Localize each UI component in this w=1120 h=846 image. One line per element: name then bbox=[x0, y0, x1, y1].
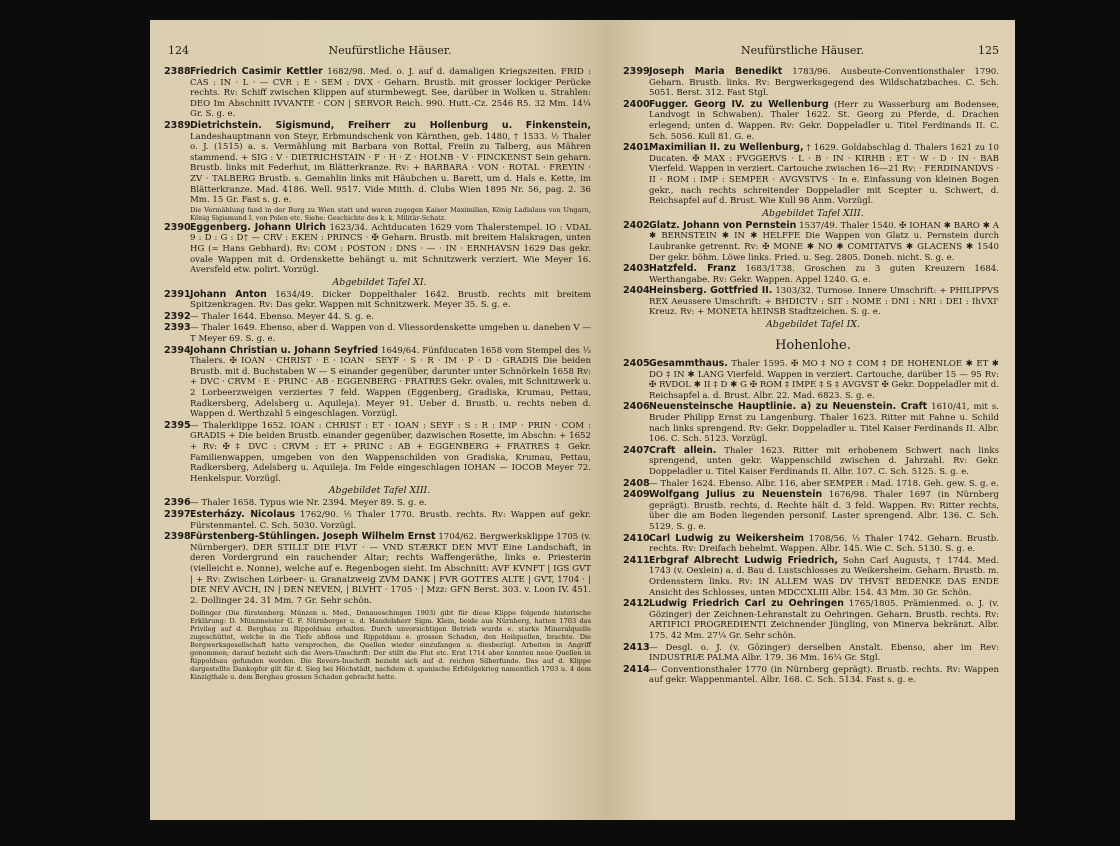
right-page bbox=[605, 20, 1015, 820]
ruler-name: Hatzfeld. Franz bbox=[649, 263, 736, 275]
historical-note: Dollinger (Die fürstenberg. Münzen u. Med., Donaueschingen 1903) gibt für diese Klippe folgende historische Erklärung: D. Münzmeister G. F. Nürnberger u. d. Handelsherr Sigm. Klein, beide aus Nürnberg, hatten 1703 das Privileg auf d. Berghau zu Rippoldsau erhalten. Durch unvorsichtigen Betrieb wurde e. starke Mineralquelle zugeschüttet, welche in die Tiefe abfloss und Rippoldsau e. grossen Schaden, den Heilquellen, brachte. Die Bergwerksgesellschaft hatte versprochen, die Quellen wieder einzufangen u. diesbezügl. Arbeiten in Angriff genommen; darauf bezieht sich die Avers-Umschrift: Der stillt die Flut etc. Erst 1714 aber konnten neue Quellen in Rippoldsau gefunden werden. Die Revers-Inschrift bezieht sich auf d. reichen Silberfunde. Das auf d. Klippe dargestellte Dankopfer gilt für d. Sieg bei Höchstädt, nachdem d. spanische Erbfolgekrieg namentlich 1703 u. 4 dem Kinzigthale u. dem Berghau grossen Schaden gebracht hatte. bbox=[190, 609, 591, 682]
plate-reference: Abgebildet Tafel XIII. bbox=[328, 485, 431, 497]
ruler-name: Glatz. Johann von Pernstein bbox=[649, 219, 797, 231]
catalog-entry bbox=[623, 598, 999, 641]
ruler-name: Neuensteinsche Hauptlinie. a) zu Neuenstein. Craft bbox=[649, 401, 928, 413]
entry-description: — Thaler 1649. Ebenso, aber d. Wappen von d. Vliessordenskette umgeben u. daneben V — T Meyer 69. S. g. e. bbox=[190, 323, 591, 345]
entry-description: — Thaler 1644. Ebenso. Meyer 44. S. g. e. bbox=[190, 311, 374, 322]
ruler-name: Fugger. Georg IV. zu Wellenburg bbox=[649, 98, 829, 110]
lot-number: 2391 bbox=[164, 288, 191, 300]
entry-description: 1634/49. Dicker Doppelthaler 1642. Brustb. rechts mit breitem Spitzenkragen. Rv: Das gekr. Wappen mit Schnitzwerk. Meyer 35. S. g. e. bbox=[190, 289, 591, 311]
lot-number: 2409 bbox=[623, 489, 650, 501]
catalog-entry bbox=[623, 142, 999, 207]
entry-description: † 1629. Goldabschlag d. Thalers 1621 zu 10 Ducaten. ✠ MAX : FVGGERVS · L · B · IN · KIRHB : ET · W · D · IN · BAB Vierfeld. Wappen in verziert. Cartouche zwischen 16—21 Rv: · FERDINANDVS · II · ROM : IMP : SEMPER · AVGVSTVS · In e. Einfassung von kleinen Bogen gekr., nach rechts schreitender Doppeladler mit Scepter u. Schwert, d. Reichsapfel auf d. Brust. Wie Kull 98 Anm. Vorzügl. bbox=[649, 143, 999, 207]
entry-description: Landeshauptmann von Steyr, Erbmundschenk von Kärnthen, geb. 1480, † 1533. ½ Thaler o. J. (1515) a. s. Vermählung mit Barbara von Rottal, Freiin zu Talberg, aus Mähren stammend. + SIG : V · DIETRICHSTAIN · F · H · Z · HOLNB · V · FINCKENST Sein geharn. Brustb. links mit Federhut, im Blätterkranze. Rv: + BARBARA · VON · ROTAL · FREYIN · ZV · TALBERG Brustb. s. Gemahlin links mit Häubchen u. Barett, um d. Hals e. Kette, im Blätterkranze. Mad. 4186. Well. 9517. Vide Mitth. d. Clubs Wien 1895 Nr. 56, pag. 2. 36 Mm. 15 Gr. Fast s. g. e. bbox=[190, 131, 591, 206]
catalog-entries bbox=[623, 66, 1000, 686]
ruler-name: Esterházy. Nicolaus bbox=[190, 508, 296, 520]
entry-description: 1682/98. Med. o. J. auf d. damaligen Kriegszeiten. FRID : CAS : IN · L · — CVR : E · SEM : DVX · Geharn. Brustb. mit grosser lockiger Perücke rechts. Rv: Schiff zwischen Klippen auf sturmbewegt. See, darüber in Wolken u. Strahlen: DEO Im Abschnitt IVVANTE · CON | SERVOR Reich. 990. Hutt.-Cz. 2546 R5. 32 Mm. 14¼ Gr. S. g. e. bbox=[190, 67, 591, 120]
lot-number: 2410 bbox=[623, 532, 650, 544]
ruler-name: Wolfgang Julius zu Neuenstein bbox=[649, 489, 823, 501]
lot-number: 2413 bbox=[623, 641, 650, 653]
catalog-entry bbox=[164, 344, 591, 420]
catalog-entry bbox=[164, 497, 591, 509]
catalog-entry bbox=[623, 554, 999, 598]
lot-number: 2406 bbox=[623, 401, 650, 413]
lot-number: 2403 bbox=[623, 263, 650, 275]
lot-number: 2402 bbox=[623, 219, 650, 231]
catalog-entry bbox=[623, 66, 1000, 99]
catalog-entry bbox=[623, 641, 999, 664]
lot-number: 2401 bbox=[623, 142, 650, 154]
catalog-entry bbox=[623, 263, 999, 285]
entry-description: — Desgl. o. J. (v. Gözinger) derselben Anstalt. Ebenso, aber im Rev: INDUSTRIÆ PALMA Albr. 179. 36 Mm. 16¼ Gr. Stgl. bbox=[649, 642, 999, 664]
lot-number: 2399 bbox=[623, 66, 650, 77]
entry-description: 1683/1738. Groschen zu 3 guten Kreuzern 1684. Werthangabe. Rv: Gekr. Wappen. Appel 1240. G. e. bbox=[649, 264, 999, 285]
lot-number: 2390 bbox=[164, 221, 191, 233]
entry-description: — Conventionsthaler 1770 (in Nürnberg geprägt). Brustb. rechts. Rv: Wappen auf gekr. Wappenmantel. Albr. 168. C. Sch. 5134. Fast s. g. e. bbox=[649, 664, 999, 686]
entry-description: 1303/32. Turnose. Innere Umschrift: + PHILIPPVS REX Aeussere Umschrift: + BHDICTV : SIT : NOME : DNI : NRI : DEI : IhVXI' Kreuz. Rv: + MONETA hEINSB Stadtzeichen. S. g. e. bbox=[649, 286, 999, 318]
plate-reference: Abgebildet Tafel XI. bbox=[332, 276, 427, 288]
entry-description: Thaler 1595. ✠ MO ‡ NO ‡ COM ‡ DE HOHENLOE ✱ ET ✱ DO ‡ IN ✱ LANG Vierfeld. Wappen in verziert. Cartouche, darüber 15 — 95 Rv: ✠ RVDOL ✱ II ‡ D ✱ G ✠ ROM ‡ IMPE ‡ S ‡ AVGVST ✠ Gekr. Doppeladler mit d. Reichsapfel a. d. Brust. Albr. 22. Mad. 6823. S. g. e. bbox=[649, 359, 999, 401]
catalog-entry bbox=[623, 285, 999, 318]
catalog-entries bbox=[164, 66, 592, 606]
entry-description: 1649/64. Fünfducaten 1658 vom Stempel des ⅓ Thalers. ✠ IOAN · CHRIST · E · IOAN · SEYF · S · R · IM · P · D · GRADIS Die beiden Brustb. mit d. Buchstaben W — S einander gegenüber, darunter unter Schnörkeln 1658 Rv: + DVC · CRVM · E · PRINC · AB · EGGENBERG · FRATRES Gekr. ovales, mit Schnitzwerk u. 2 Lorbeerzweigen verziertes 7 feld. Wappen (Eggenberg, Gradiska, Krumau, Pettau, Radkersberg, Adelsberg u. Aquileja). Meyer 91. Ueber d. Brustb. u. rechts neben d. Wappen d. Werthzahl 5 eingeschlagen. Vorzügl. bbox=[190, 345, 591, 420]
ruler-name: Johann Anton bbox=[190, 288, 267, 300]
right-page-header bbox=[627, 44, 999, 57]
entry-description: 1765/1805. Prämienmed. o. J. (v. Gözinger) der Zeichnen-Lehranstalt zu Oehringen. Geharn. Brustb. rechts. Rv: ARTIFICI PROGREDIENTI Zeichnender Jüngling, von Minerva bekränzt. Albr. 175. 42 Mm. 27¼ Gr. Sehr schön. bbox=[649, 599, 999, 641]
entry-description: 1676/98. Thaler 1697 (in Nürnberg geprägt). Brustb. rechts, d. Rechte hält d. 3 feld. Wappen. Rv: Ritter rechts, über die am Boden liegenden personif. Laster sprengend. Albr. 136. C. Sch. 5129. S. g. e. bbox=[649, 490, 999, 532]
entry-description: 1610/41, mit s. Bruder Philipp Ernst zu Langenburg. Thaler 1623. Ritter mit Fahne u. Schild nach links sprengend. Rv: Gekr. Doppeladler u. Titel Kaiser Ferdinands II. Albr. 106. C. Sch. 5123. Vorzügl. bbox=[649, 402, 999, 445]
lot-number: 2400 bbox=[623, 98, 650, 110]
plate-reference: Abgebildet Tafel IX. bbox=[765, 319, 861, 331]
entry-description: 1783/96. Ausbeute-Conventionsthaler 1790. Geharn. Brustb. links. Rv: Bergwerksgegend des Wildschatzbaches. C. Sch. 5051. Berst. 312. Fast Stgl. bbox=[649, 67, 1000, 99]
lot-number: 2397 bbox=[164, 508, 191, 520]
entry-description: (Herr zu Wasserburg am Bodensee, Landvogt in Schwaben). Thaler 1622. St. Georg zu Pferde, d. Drachen erlegend; unten d. Wappen. Rv: Gekr. Doppeladler u. Titel Ferdinands II. C. Sch. 5056. Kull 81. G. e. bbox=[649, 99, 1000, 142]
catalog-entry bbox=[164, 531, 592, 606]
entry-description: — Thaler 1624. Ebenso. Albr. 116, aber SEMPER : Mad. 1718. Geh. gew. S. g. e. bbox=[649, 478, 999, 489]
lot-number: 2388 bbox=[164, 66, 191, 77]
ruler-name: Maximilian II. zu Wellenburg, bbox=[649, 142, 804, 154]
left-page bbox=[150, 20, 605, 820]
ruler-name: Johann Christian u. Johann Seyfried bbox=[190, 344, 379, 356]
running-head: Neufürstliche Häuser. bbox=[328, 44, 452, 57]
ruler-name: Ludwig Friedrich Carl zu Oehringen bbox=[649, 598, 844, 610]
lot-number: 2408 bbox=[623, 477, 650, 489]
entry-description: 1537/49. Thaler 1540. ✠ IOHAN ✱ BARO ✱ A ✱ BERNSTEIN ✱ IN ✱ HELFFE Die Wappen von Glatz u. Pernstein durch Laubranke getrennt. Rv: ✠ MONE ✱ NO ✱ COMITATVS ✱ GLACENS ✱ 1540 Der gekr. böhm. Löwe links. Fried. u. Seg. 2805. Doneb. nicht. S. g. e. bbox=[649, 220, 999, 263]
lot-number: 2398 bbox=[164, 531, 191, 543]
catalog-entry bbox=[164, 310, 591, 323]
catalog-entry bbox=[623, 219, 999, 263]
ruler-name: Fürstenberg-Stühlingen. Joseph Wilhelm Ernst bbox=[190, 531, 436, 543]
catalog-entry bbox=[164, 419, 591, 485]
ruler-name: Carl Ludwig zu Weikersheim bbox=[649, 532, 804, 544]
page-number: 125 bbox=[978, 44, 999, 57]
lot-number: 2389 bbox=[164, 119, 191, 131]
ruler-name: Joseph Maria Benedikt bbox=[649, 66, 783, 77]
entry-description: Thaler 1623. Ritter mit erhobenem Schwert nach links sprengend, unten gekr. Wappenschild zwischen d. Jahrzahl. Rv: Gekr. Doppeladler u. Titel Kaiser Ferdinands II. Albr. 107. C. Sch. 5125. S. g. e. bbox=[649, 445, 999, 477]
plate-reference: Abgebildet Tafel XIII. bbox=[762, 207, 864, 219]
catalog-entry bbox=[623, 489, 999, 532]
ruler-name: Eggenberg. Johann Ulrich bbox=[190, 221, 326, 233]
lot-number: 2407 bbox=[623, 444, 650, 456]
left-page-header bbox=[168, 44, 591, 57]
lot-number: 2396 bbox=[164, 497, 191, 509]
catalog-entry bbox=[164, 221, 592, 276]
lot-number: 2404 bbox=[623, 285, 650, 297]
ruler-name: Friedrich Casimir Kettler bbox=[190, 66, 323, 77]
catalog-entry bbox=[623, 663, 999, 686]
ruler-name: Heinsberg. Gottfried II. bbox=[649, 285, 773, 297]
lot-number: 2393 bbox=[164, 322, 191, 334]
ruler-name: Erbgraf Albrecht Ludwig Friedrich, bbox=[649, 554, 838, 566]
page-number: 124 bbox=[168, 44, 189, 57]
entry-description: — Thaler 1658. Typus wie Nr. 2394. Meyer 89. S. g. e. bbox=[190, 498, 427, 509]
section-heading: Hohenlohe. bbox=[775, 338, 851, 354]
entry-description: 1623/34. Achtducaten 1629 vom Thalerstempel. IO : VDAL 9 : D : G : D† — CRV : EKEN : PRINCS · ✠ Geharn. Brustb. mit breitem Halskragen, unten HG (= Hans Gebhard). Rv: COM : POSTON : DNS · — · IN · ERNHAVSN 1629 Das gekr. ovale Wappen mit d. Ordenskette behängt u. mit Schnitzwerk verziert. Wie Meyer 16. Aversfeld etw. polirt. Vorzügl. bbox=[190, 222, 592, 276]
lot-number: 2395 bbox=[164, 419, 191, 431]
catalog-entry bbox=[623, 358, 999, 401]
catalog-entry bbox=[164, 288, 591, 311]
lot-number: 2394 bbox=[164, 344, 191, 356]
ruler-name: Gesammthaus. bbox=[649, 358, 728, 370]
lot-number: 2392 bbox=[164, 310, 191, 322]
lot-number: 2411 bbox=[623, 554, 650, 566]
catalog-entry bbox=[623, 532, 999, 555]
running-head: Neufürstliche Häuser. bbox=[741, 44, 864, 57]
catalog-entry bbox=[623, 401, 999, 445]
ruler-name: Craft allein. bbox=[649, 444, 717, 456]
entry-description: Sohn Carl Augusts, † 1744. Med. 1743 (v. Oexlein) a. d. Bau d. Lustschlosses zu Weikersheim. Geharn. Brustb. m. Ordensstern links. Rv: IN ALLEM WAS DV THVST BEDENKE DAS ENDE Ansicht des Schlosses, unten MDCCXLIII Albr. 154. 43 Mm. 30 Gr. Schön. bbox=[649, 555, 999, 598]
entry-description: 1704/62. Bergwerksklippe 1705 (v. Nürnberger). DER STILLT DIE FLVT · — VND STÆRKT DEN MVT Eine Landschaft, in deren Vordergrund ein rauchender Altar; rechts Waffengeräthe, links e. Priesterin (vielleicht e. Nonne), welche auf e. Regenbogen sieht. Im Abschnitt: AVF KVNFT | IGS GVT | + Rv: Zwischen Lorbeer- u. Granatzweig ZVM DANK | FVR GOTTES ALTE | GVT, 1704 · | DIE NEV AVCH, IN | DEN NEVEN, | BLVHT · 1705 · | Mzz: GFN Berst. 303. v. Loon IV. 451. 2. Dollinger 24. 31 Mm. 7 Gr. Sehr schön. bbox=[190, 532, 592, 606]
lot-number: 2405 bbox=[623, 358, 650, 370]
ruler-name: Dietrichstein. Sigismund, Freiherr zu Hollenburg u. Finkenstein, bbox=[190, 119, 591, 131]
catalog-entry bbox=[164, 508, 591, 531]
entry-footnote: Die Vermählung fand in der Burg zu Wien statt und waren zugegen Kaiser Maximilian, König Ladislaus von Ungarn, König Sigismund I. von Polen etc. Siehe: Geschichte des k. k. Militär-Schatz. bbox=[190, 205, 591, 222]
catalog-entry bbox=[623, 444, 999, 478]
entry-description: 1708/56. ½ Thaler 1742. Geharn. Brustb. rechts. Rv: Dreifach behelmt. Wappen. Albr. 145. Wie C. Sch. 5130. S. g. e. bbox=[649, 533, 999, 555]
catalog-entry bbox=[623, 477, 999, 490]
entry-description: 1762/90. ⅕ Thaler 1770. Brustb. rechts. Rv: Wappen auf gekr. Fürstenmantel. C. Sch. 5030. Vorzügl. bbox=[190, 509, 591, 531]
catalog-entry bbox=[164, 119, 591, 222]
entry-description: — Thalerklippe 1652. IOAN : CHRIST : ET · IOAN : SEYF : S : R : IMP · PRIN · COM : GRADIS + Die beiden Brustb. einander gegenüber, dazwischen Rosette, im Abschn: + 1652 + Rv: ✠ ‡ DVC : CRVM : ET + PRINC : AB + EGGENBERG + FRATRES ‡ Gekr. Familienwappen, umgeben von den Wappenschilden von Gradiska, Krumau, Pettau, Radkersberg, Adelsberg u. Aquileja. Im Felde eingeschlagen IOHAN — IOCOB Meyer 72. Henkelspur. Vorzügl. bbox=[190, 420, 591, 484]
catalog-entry bbox=[164, 66, 591, 120]
catalog-entry bbox=[164, 322, 591, 345]
lot-number: 2414 bbox=[623, 663, 650, 675]
lot-number: 2412 bbox=[623, 598, 650, 610]
catalog-entry bbox=[623, 98, 1000, 142]
